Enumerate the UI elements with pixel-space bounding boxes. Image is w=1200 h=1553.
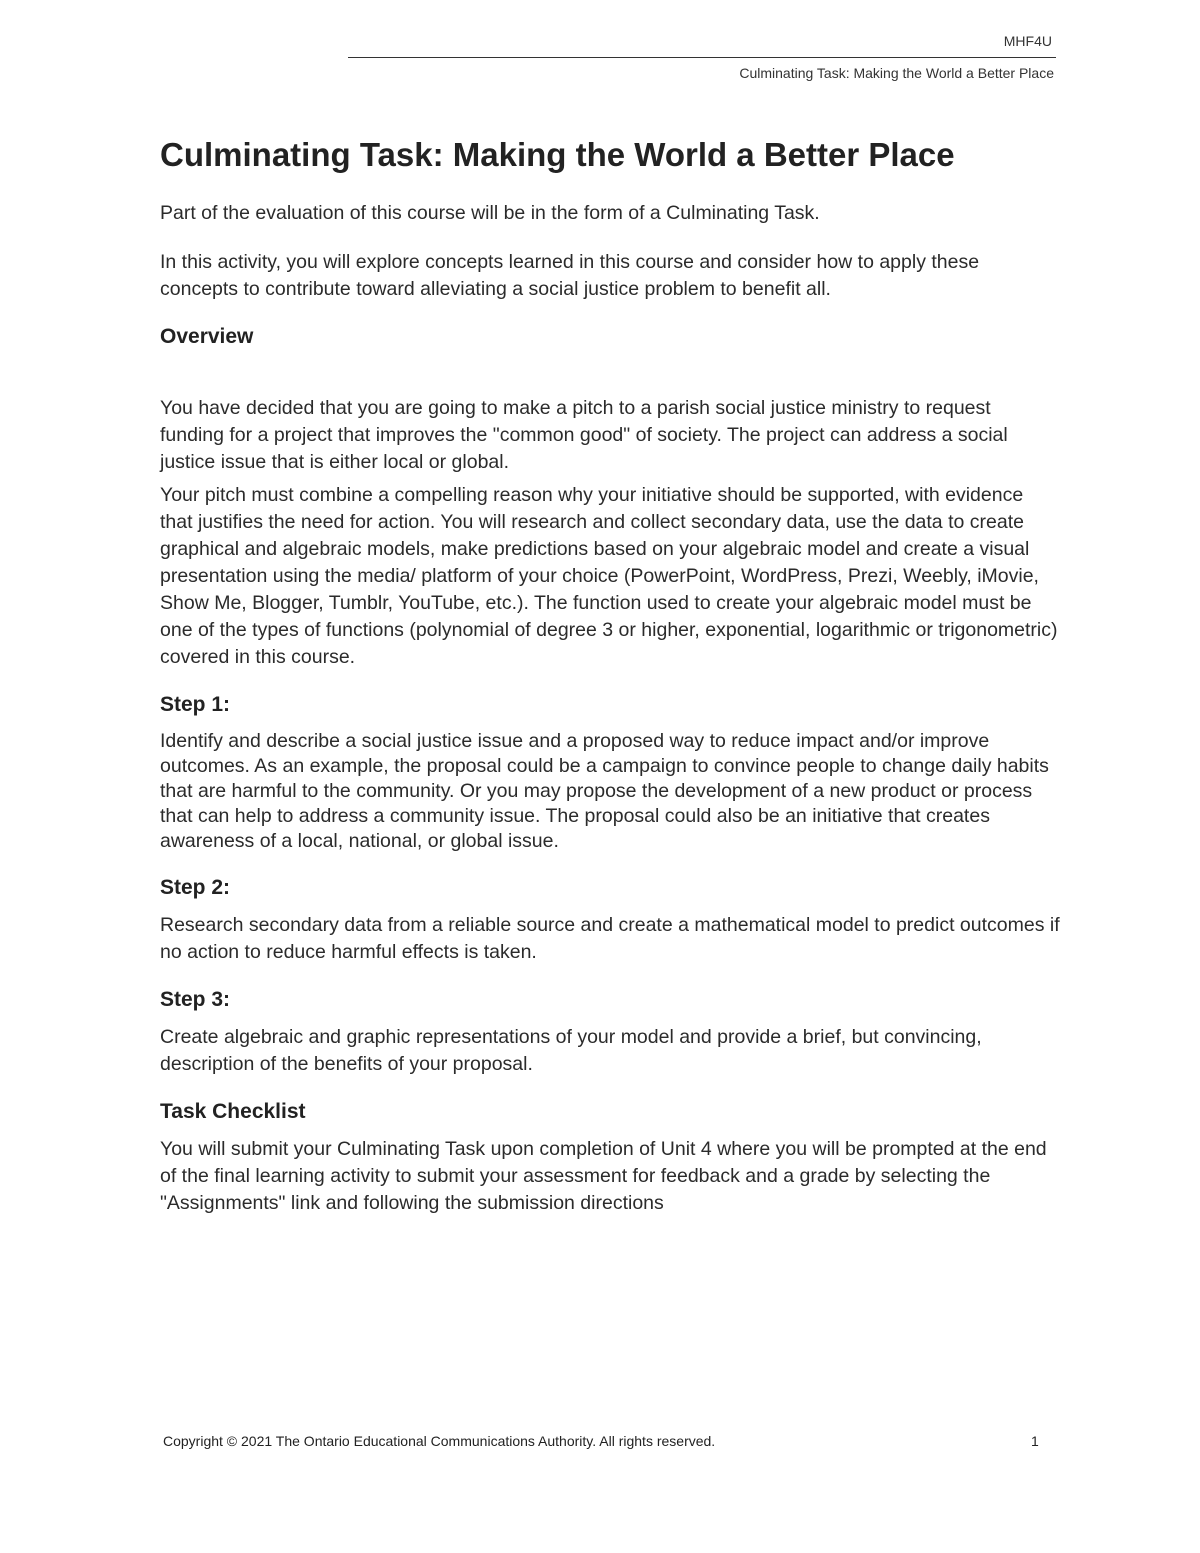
step1-heading: Step 1: (160, 693, 231, 716)
header-divider (348, 57, 1056, 58)
step2-heading: Step 2: (160, 876, 231, 899)
step1-text: Identify and describe a social justice issue and a proposed way to reduce impact and/or improve outcomes. As an example, the proposal could be a campaign to convince people to change daily habits that are harmful to the community. Or you may propose the development of a new product or process that can help to address a community issue. The proposal could also be an initiative that creates awareness of a local, national, or global issue. (160, 730, 1049, 852)
step2-text: Research secondary data from a reliable source and create a mathematical model to predict outcomes if no action to reduce harmful effects is taken. (160, 914, 1060, 963)
overview-paragraph-1: You have decided that you are going to make a pitch to a parish social justice ministry to request funding for a project that improves the "common good" of society. The project can address a social justice issue that is either local or global. (160, 397, 1008, 473)
step3-text: Create algebraic and graphic representations of your model and provide a brief, but convincing, description of the benefits of your proposal. (160, 1026, 982, 1075)
copyright-notice: Copyright © 2021 The Ontario Educational Communications Authority. All rights reserved. (163, 1433, 716, 1449)
checklist-heading: Task Checklist (160, 1100, 306, 1123)
step3-heading: Step 3: (160, 988, 231, 1011)
page-number: 1 (1031, 1433, 1039, 1449)
intro-paragraph-1: Part of the evaluation of this course will be in the form of a Culminating Task. (160, 202, 820, 224)
page-title: Culminating Task: Making the World a Better Place (160, 136, 955, 173)
header-subtitle: Culminating Task: Making the World a Better Place (739, 65, 1054, 81)
overview-heading: Overview (160, 325, 254, 348)
checklist-text: You will submit your Culminating Task upon completion of Unit 4 where you will be prompted at the end of the final learning activity to submit your assessment for feedback and a grade by selecting the "Assignments" link and following the submission directions (160, 1138, 1047, 1214)
overview-paragraph-2: Your pitch must combine a compelling reason why your initiative should be supported, with evidence that justifies the need for action. You will research and collect secondary data, use the data to create graphical and algebraic models, make predictions based on your algebraic model and create a visual presentation using the media/ platform of your choice (PowerPoint, WordPress, Prezi, Weebly, iMovie, Show Me, Blogger, Tumblr, YouTube, etc.). The function used to create your algebraic model must be one of the types of functions (polynomial of degree 3 or higher, exponential, logarithmic or trigonometric) covered in this course. (160, 484, 1058, 668)
document-body (160, 136, 1060, 1239)
intro-paragraph-2: In this activity, you will explore concepts learned in this course and consider how to apply these concepts to contribute toward alleviating a social justice problem to benefit all. (160, 251, 980, 300)
course-code: MHF4U (1003, 33, 1052, 49)
